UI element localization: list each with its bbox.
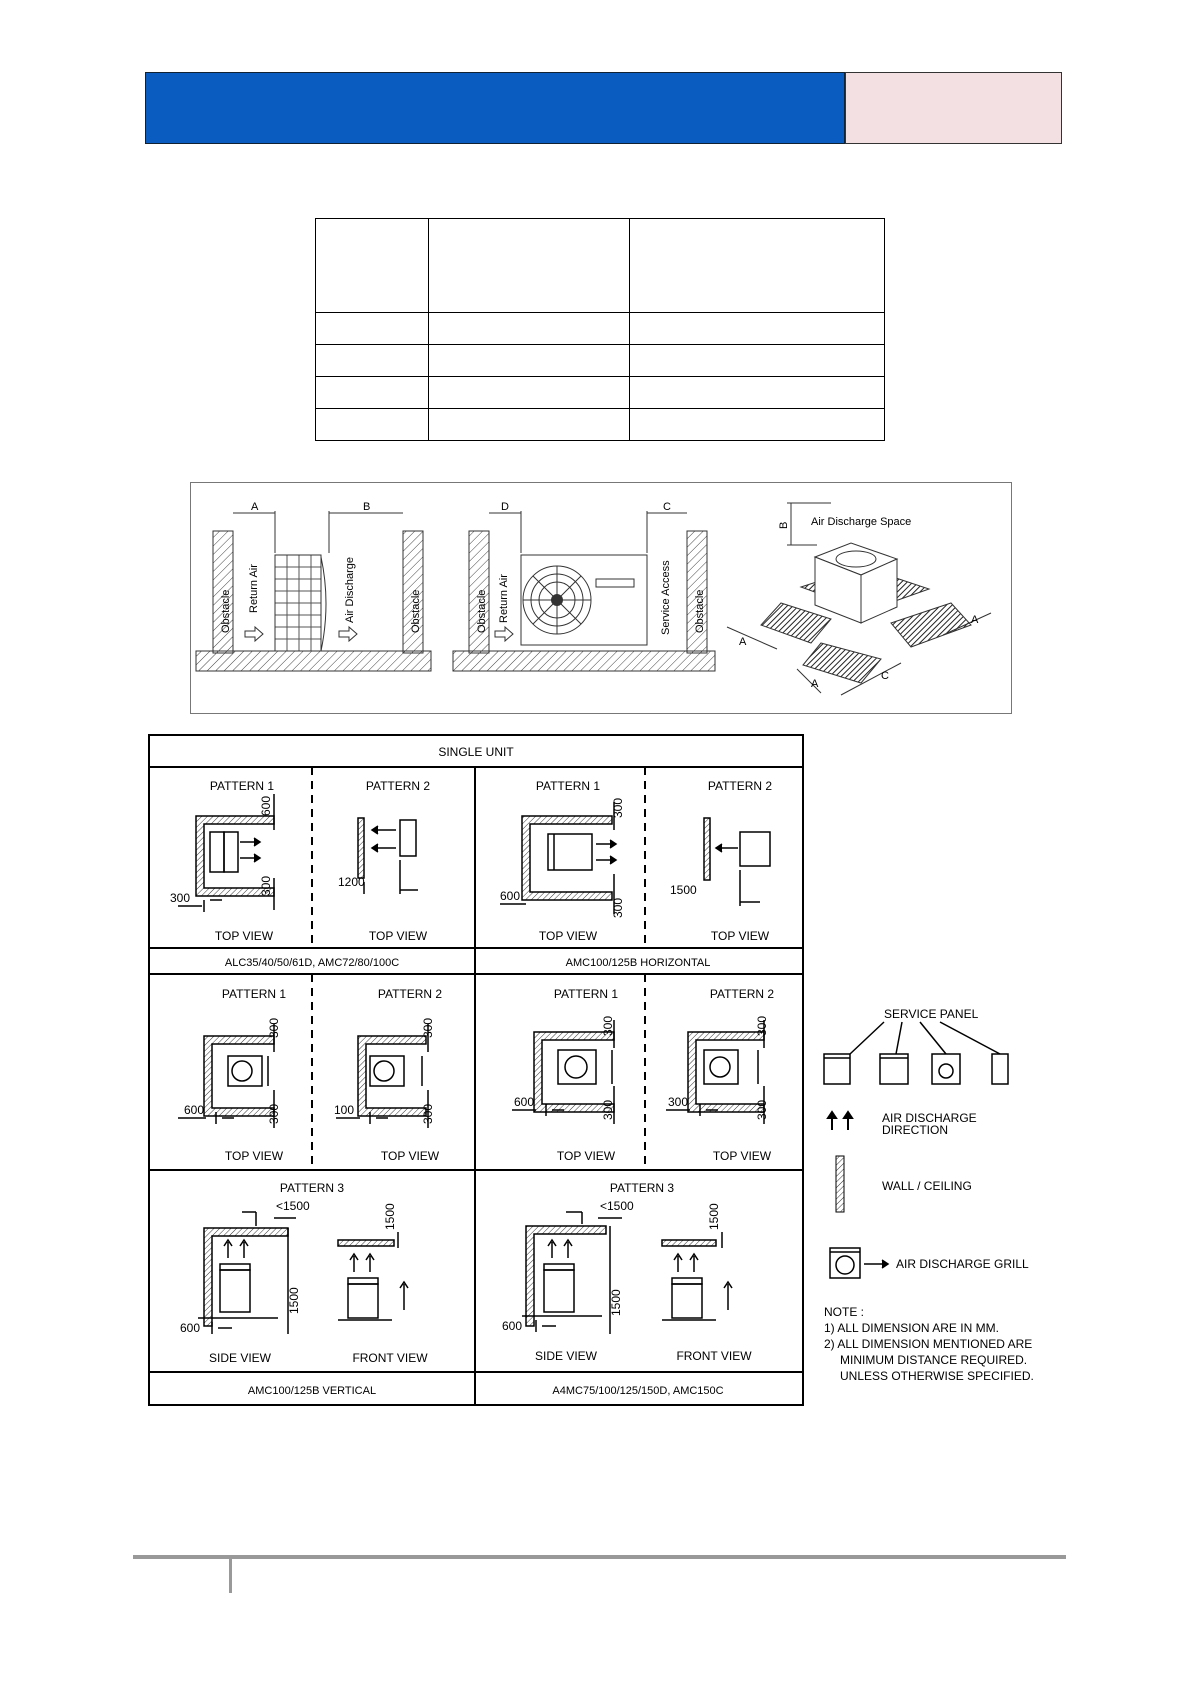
table-cell <box>316 409 429 441</box>
table-cell <box>316 313 429 345</box>
return-air-service-access-diagram <box>453 501 715 671</box>
pattern-1-label: PATTERN 1 <box>209 779 275 793</box>
dim-300: 300 <box>259 875 273 896</box>
table-row <box>316 345 885 377</box>
dim-300: 300 <box>755 1099 769 1120</box>
pattern-diagram <box>704 818 770 906</box>
top-view-label: TOP VIEW <box>224 1149 284 1163</box>
pattern-2-label: PATTERN 2 <box>709 987 775 1001</box>
dim-600: 600 <box>514 1095 535 1109</box>
top-view-label: TOP VIEW <box>556 1149 616 1163</box>
table-cell <box>429 219 630 313</box>
pattern-3-label: PATTERN 3 <box>609 1181 675 1195</box>
dim-600: 600 <box>259 795 273 816</box>
obstacle-label: Obstacle <box>476 589 488 633</box>
ground-shadow <box>803 643 881 683</box>
top-view-label: TOP VIEW <box>368 929 428 943</box>
model-label: A4MC75/100/125/150D, AMC150C <box>552 1385 724 1397</box>
dim-300: 300 <box>421 1017 435 1038</box>
wall-ceiling-icon <box>836 1156 844 1212</box>
note-line: 2) ALL DIMENSION MENTIONED ARE <box>824 1337 1033 1351</box>
dim-600: 600 <box>184 1103 205 1117</box>
dim-100: 100 <box>334 1103 355 1117</box>
top-view-label: TOP VIEW <box>710 929 770 943</box>
table-cell <box>429 313 630 345</box>
table-cell <box>630 345 885 377</box>
top-view-label: TOP VIEW <box>214 929 274 943</box>
floor-hatch <box>453 651 715 671</box>
dim-300: 300 <box>611 897 625 918</box>
table-cell <box>630 409 885 441</box>
air-discharge-direction-icon <box>828 1112 852 1130</box>
dim-label-c: C <box>881 670 889 682</box>
legend-svg <box>820 1000 1070 1410</box>
front-view-label: FRONT VIEW <box>676 1349 752 1363</box>
dim-600: 600 <box>502 1319 523 1333</box>
header-title-bar <box>145 72 845 144</box>
dim-300: 300 <box>267 1103 281 1124</box>
dim-1200: 1200 <box>338 875 365 889</box>
air-discharge-space-label: Air Discharge Space <box>811 516 912 528</box>
obstacle-label: Obstacle <box>694 589 706 633</box>
dim-300: 300 <box>668 1095 689 1109</box>
pattern-1-label: PATTERN 1 <box>535 779 601 793</box>
pattern-3-label: PATTERN 3 <box>279 1181 345 1195</box>
dim-lt1500: <1500 <box>600 1199 634 1213</box>
pattern-2-label: PATTERN 2 <box>377 987 443 1001</box>
pattern-diagram <box>522 1212 732 1334</box>
dim-1500: 1500 <box>287 1287 301 1314</box>
dim-label-a: A <box>971 614 979 626</box>
unit-icon <box>992 1054 1008 1084</box>
top-view-label: TOP VIEW <box>538 929 598 943</box>
dim-label-b: B <box>778 521 790 529</box>
arrow-icon <box>495 627 513 641</box>
clearance-illustration-svg <box>191 483 1011 713</box>
wall-ceiling-label: WALL / CEILING <box>882 1179 972 1193</box>
service-access-label: Service Access <box>660 560 672 635</box>
table-row <box>316 377 885 409</box>
pattern-2-label: PATTERN 2 <box>707 779 773 793</box>
pattern-1-label: PATTERN 1 <box>553 987 619 1001</box>
table-cell <box>429 377 630 409</box>
single-unit-patterns-svg <box>148 734 804 1406</box>
dim-label-b: B <box>363 501 371 513</box>
return-air-label: Return Air <box>498 574 510 623</box>
air-discharge-grill-icon <box>830 1248 888 1278</box>
model-label: AMC100/125B VERTICAL <box>247 1385 377 1397</box>
obstacle-label: Obstacle <box>220 589 232 633</box>
dim-1500: 1500 <box>707 1203 721 1230</box>
dim-label-a: A <box>811 678 819 690</box>
ground-shadow <box>761 603 831 643</box>
unit-fan-bulge <box>321 557 326 651</box>
top-view-label: TOP VIEW <box>380 1149 440 1163</box>
arrow-icon <box>245 627 263 641</box>
dim-lt1500: <1500 <box>276 1199 310 1213</box>
ground-shadow <box>891 603 971 647</box>
air-discharge-grill-label: AIR DISCHARGE GRILL <box>896 1257 1029 1271</box>
dim-1500: 1500 <box>670 883 697 897</box>
dim-300: 300 <box>755 1015 769 1036</box>
dim-600: 600 <box>180 1321 201 1335</box>
model-label: AMC100/125B HORIZONTAL <box>565 957 711 969</box>
outdoor-unit-side <box>275 555 321 651</box>
note-line: UNLESS OTHERWISE SPECIFIED. <box>840 1369 1034 1383</box>
table-cell <box>429 409 630 441</box>
dim-300: 300 <box>170 891 191 905</box>
table-cell <box>316 219 429 313</box>
top-view-label: TOP VIEW <box>712 1149 772 1163</box>
floor-hatch <box>196 651 431 671</box>
table-header-row <box>316 219 885 313</box>
dim-label-a: A <box>739 636 747 648</box>
single-unit-patterns <box>148 734 804 1406</box>
table-cell <box>630 219 885 313</box>
service-panel-icons <box>824 1022 1008 1084</box>
footer-divider <box>229 1559 232 1593</box>
footer-rule <box>133 1555 1066 1559</box>
return-air-discharge-diagram <box>196 501 431 671</box>
dim-label-d: D <box>501 501 509 513</box>
clearance-table <box>315 218 885 441</box>
pattern-diagram <box>358 818 418 894</box>
dim-600: 600 <box>500 889 521 903</box>
unit-icon <box>932 1054 960 1084</box>
dim-300: 300 <box>611 797 625 818</box>
obstacle-label: Obstacle <box>410 589 422 633</box>
side-view-label: SIDE VIEW <box>208 1351 272 1365</box>
return-air-label: Return Air <box>248 564 260 613</box>
note-line: MINIMUM DISTANCE REQUIRED. <box>840 1353 1028 1367</box>
header-side-box <box>845 72 1062 144</box>
table-cell <box>316 345 429 377</box>
table-row <box>316 409 885 441</box>
pattern-1-label: PATTERN 1 <box>221 987 287 1001</box>
table-cell <box>429 345 630 377</box>
dim-label-c: C <box>663 501 671 513</box>
air-discharge-space-diagram <box>727 503 991 695</box>
dim-1500: 1500 <box>383 1203 397 1230</box>
side-view-label: SIDE VIEW <box>534 1349 598 1363</box>
table-row <box>316 313 885 345</box>
note-line: 1) ALL DIMENSION ARE IN MM. <box>824 1321 999 1335</box>
pattern-diagram <box>198 1212 408 1334</box>
arrow-icon <box>339 627 357 641</box>
model-label: ALC35/40/50/61D, AMC72/80/100C <box>224 957 400 969</box>
air-discharge-direction-label: AIR DISCHARGE <box>882 1111 977 1125</box>
dim-300: 300 <box>421 1103 435 1124</box>
dim-1500: 1500 <box>609 1289 623 1316</box>
dim-300: 300 <box>267 1017 281 1038</box>
table-cell <box>630 313 885 345</box>
note-title: NOTE : <box>824 1305 865 1319</box>
table-cell <box>630 377 885 409</box>
dim-300: 300 <box>601 1099 615 1120</box>
single-unit-title: SINGLE UNIT <box>438 745 514 759</box>
legend <box>820 1000 1070 1410</box>
air-discharge-label: Air Discharge <box>344 556 356 623</box>
front-view-label: FRONT VIEW <box>352 1351 428 1365</box>
table-cell <box>316 377 429 409</box>
service-panel-label: SERVICE PANEL <box>884 1007 979 1021</box>
dim-300: 300 <box>601 1015 615 1036</box>
air-discharge-direction-label: DIRECTION <box>882 1123 948 1137</box>
clearance-illustration <box>190 482 1012 714</box>
pattern-2-label: PATTERN 2 <box>365 779 431 793</box>
dim-label-a: A <box>251 501 259 513</box>
nameplate <box>596 579 634 587</box>
